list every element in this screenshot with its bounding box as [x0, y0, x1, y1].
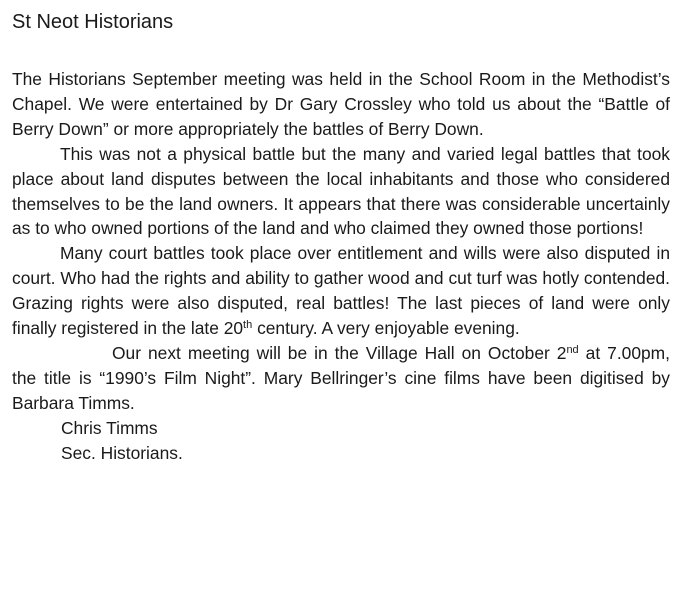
court-battles-text: Many court battles took place over entitlement and wills were also disputed in court. Who had the rights and ability to gather wood and cut turf was hotly contended. Grazing rights were also disputed, real battles! The last pieces of land were only finally registered in the late 20: [12, 243, 670, 339]
next-meeting-text: Our next meeting will be in the Village Hall on October 2: [112, 342, 567, 363]
signature-role: Sec. Historians.: [61, 442, 183, 463]
court-battles-text-end: century. A very enjoyable evening.: [252, 318, 520, 339]
signature-name: Chris Timms: [61, 417, 158, 438]
paragraph-legal-battles: This was not a physical battle but the many and varied legal battles that took place about land disputes between the local inhabitants and those who considered themselves to be the land owners. It appears that there was considerable uncertainly as to who owned portions of the land and who claimed they owned those portions!: [12, 143, 670, 239]
paragraph-meeting-report: The Historians September meeting was held in the School Room in the Methodist’s Chapel. We were entertained by Dr Gary Crossley who told us about the “Battle of Berry Down” or more appropriately the battles of Berry Down.: [12, 69, 670, 139]
paragraph-next-meeting: [12, 341, 670, 416]
page-title: St Neot Historians: [12, 11, 174, 33]
ordinal-suffix-nd: nd: [566, 343, 579, 356]
paragraph-court-battles: [12, 241, 670, 341]
next-meeting-text-end: at 7.00pm, the title is “1990’s Film Night”. Mary Bellringer’s cine films have been digitised by Barbara Timms.: [12, 342, 670, 413]
article-body: [12, 67, 670, 466]
ordinal-suffix-th: th: [243, 319, 253, 332]
